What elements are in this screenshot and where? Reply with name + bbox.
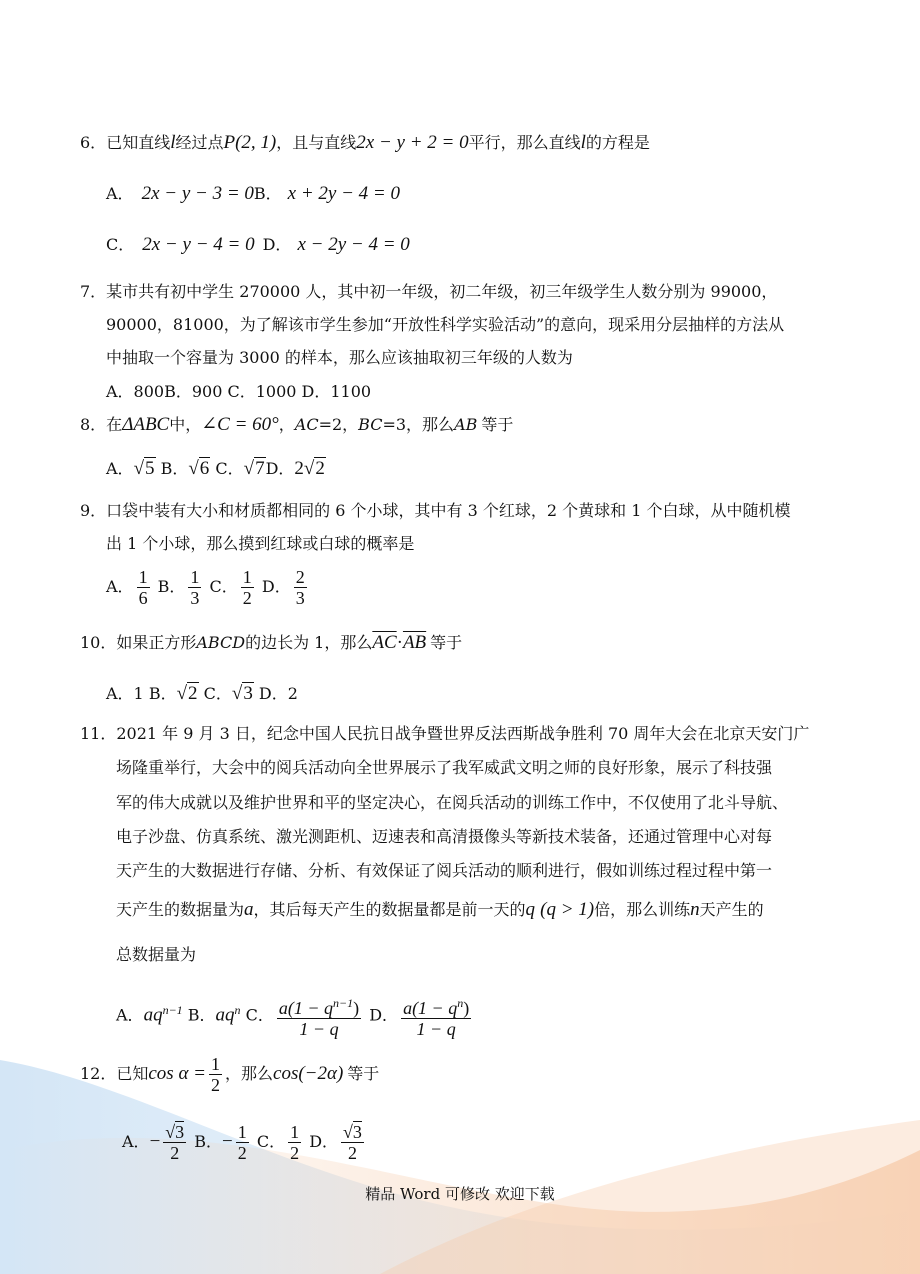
page-footer: 精品 Word 可修改 欢迎下载 [365, 1185, 555, 1203]
vector-ac: $\overline{AC}$ [372, 632, 397, 653]
fraction: $\frac{1}{6}$ [138, 567, 148, 608]
question-10-options: A．1 B．√2 C．√3 D．2 [106, 683, 298, 704]
question-8-options: A．√5 B．√6 C．√7D．2√2 [106, 458, 325, 479]
sqrt-7: √7 [243, 458, 265, 479]
sqrt-6: √6 [188, 458, 210, 479]
sqrt-5: √5 [133, 458, 155, 479]
sqrt-3: √3 [231, 683, 253, 704]
fraction: $\frac{2}{3}$ [295, 567, 305, 608]
fraction: $\frac{√3}{2}$ [343, 1122, 362, 1163]
fraction: $\frac{1}{2}$ [242, 567, 252, 608]
fraction: $\frac{√3}{2}$ [165, 1122, 185, 1163]
question-6-options-ab: A． 2x − y − 3 = 0B． x + 2y − 4 = 0 [106, 183, 401, 204]
question-11-line-5: 天产生的大数据进行存储、分析、有效保证了阅兵活动的顺利进行，假如训练过程过程中第一 [116, 861, 773, 880]
question-12-options: A．− $\frac{√3}{2}$ B．− $\frac{1}{2}$ C． $\frac{1}{2}$ D． $\frac{√3}{2}$ [122, 1122, 362, 1163]
question-7-line-1: 7．某市共有初中学生 270000 人，其中初一年级，初二年级，初三年级学生人数分别为 99000， [80, 282, 778, 301]
question-12-stem: 12．已知cos α = $\frac{1}{2}$ ，那么cos(−2α) 等于 [80, 1054, 380, 1095]
question-11-line-4: 电子沙盘、仿真系统、激光测距机、迈速表和高清摄像头等新技术装备，还通过管理中心对每 [116, 827, 773, 846]
question-11-options: A．$aq^{n-1}$ B．$aq^n$ C． $\frac{a(1 - q^{n-1})}{1 - q}$ D． $\frac{a(1 - q^n)}{1 - q}$ [116, 986, 474, 1039]
question-9-line-2: 出 1 个小球，那么摸到红球或白球的概率是 [106, 534, 415, 553]
question-11-line-7: 总数据量为 [116, 945, 197, 964]
fraction: $\frac{1}{2}$ [237, 1122, 247, 1163]
question-9-options: A． $\frac{1}{6}$ B． $\frac{1}{3}$ C． $\frac{1}{2}$ D． $\frac{2}{3}$ [106, 567, 305, 608]
question-7-line-3: 中抽取一个容量为 3000 的样本，那么应该抽取初三年级的人数为 [106, 348, 573, 367]
question-7-options: A．800B．900 C．1000 D．1100 [106, 382, 372, 401]
question-9-line-1: 9．口袋中装有大小和材质都相同的 6 个小球，其中有 3 个红球，2 个黄球和 1 个白球，从中随机模 [80, 501, 791, 520]
question-11-line-6: 天产生的数据量为a，其后每天产生的数据量都是前一天的q (q > 1)倍，那么训练n天产生的 [116, 899, 764, 920]
question-7-line-2: 90000，81000，为了解该市学生参加“开放性科学实验活动”的意向，现采用分层抽样的方法从 [106, 315, 785, 334]
question-6-options-cd: C． 2x − y − 4 = 0 D． x − 2y − 4 = 0 [106, 234, 410, 255]
fraction: $\frac{1}{2}$ [211, 1054, 220, 1095]
fraction: $\frac{a(1 - q^{n-1})}{1 - q}$ [277, 993, 361, 1039]
fraction: $\frac{1}{2}$ [290, 1122, 300, 1163]
fraction: $\frac{1}{3}$ [190, 567, 200, 608]
question-6-stem: 6．已知直线l经过点P(2, 1)，且与直线2x − y + 2 = 0平行，那么直线l的方程是 [80, 132, 650, 153]
vector-ab: $\overline{AB}$ [402, 632, 427, 653]
question-10-stem: 10．如果正方形ABCD的边长为 1，那么$\overline{AC}\cdot\overline{AB}$ 等于 [80, 632, 463, 653]
question-11-line-2: 场隆重举行，大会中的阅兵活动向全世界展示了我军威武文明之师的良好形象，展示了科技强 [116, 758, 773, 777]
fraction: $\frac{a(1 - q^n)}{1 - q}$ [401, 993, 471, 1039]
question-8-stem: 8．在ΔABC中，∠C = 60°，AC=2，BC=3，那么AB 等于 [80, 414, 514, 435]
two-sqrt-2: 2√2 [294, 458, 325, 479]
sqrt-2: √2 [176, 683, 198, 704]
question-11-line-3: 军的伟大成就以及维护世界和平的坚定决心，在阅兵活动的训练工作中，不仅使用了北斗导航、 [116, 793, 789, 812]
question-11-line-1: 11．2021 年 9 月 3 日，纪念中国人民抗日战争暨世界反法西斯战争胜利 70 周年大会在北京天安门广 [80, 724, 810, 743]
